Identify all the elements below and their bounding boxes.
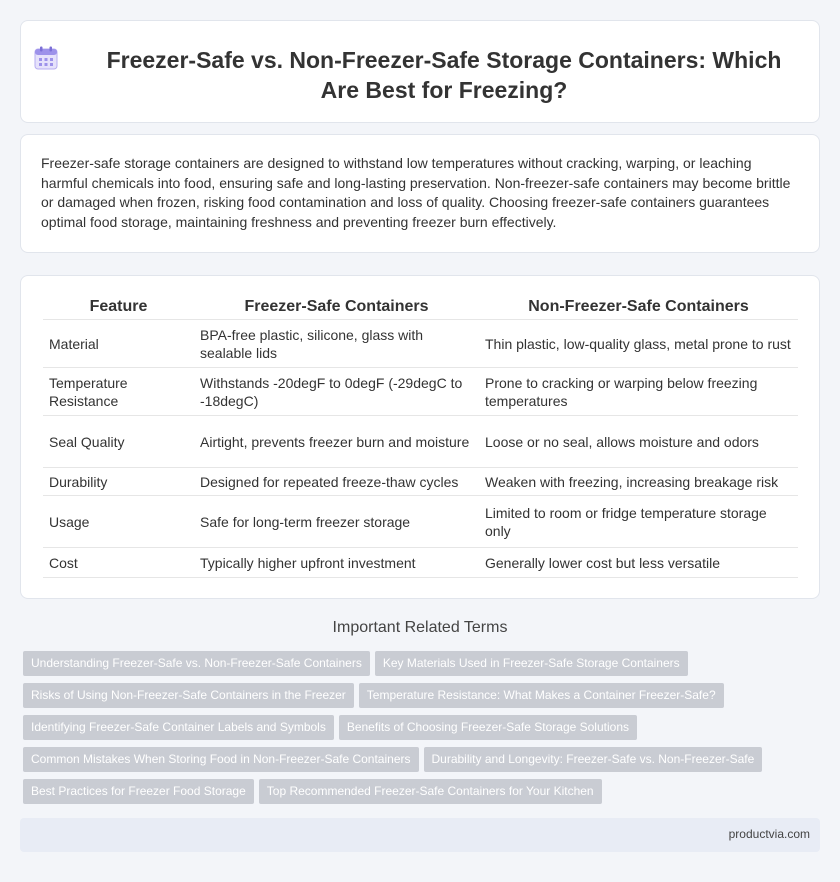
related-term-tag[interactable]: Common Mistakes When Storing Food in Non-Freezer-Safe Containers <box>23 747 419 772</box>
cell-non-freezer-safe: Limited to room or fridge temperature storage only <box>479 496 798 548</box>
cell-feature: Cost <box>43 548 194 578</box>
related-term-tag[interactable]: Temperature Resistance: What Makes a Container Freezer-Safe? <box>359 683 724 708</box>
table-row <box>43 548 798 578</box>
cell-feature: Material <box>43 320 194 368</box>
cell-freezer-safe: Typically higher upfront investment <box>194 548 479 578</box>
related-term-tag[interactable]: Best Practices for Freezer Food Storage <box>23 779 254 804</box>
related-term-tag[interactable]: Durability and Longevity: Freezer-Safe vs. Non-Freezer-Safe <box>424 747 763 772</box>
cell-non-freezer-safe: Prone to cracking or warping below freezing temperatures <box>479 368 798 416</box>
cell-freezer-safe: Safe for long-term freezer storage <box>194 496 479 548</box>
cell-feature: Usage <box>43 496 194 548</box>
title-card <box>20 20 820 123</box>
header-freezer-safe: Freezer-Safe Containers <box>194 296 479 320</box>
footer-site-link[interactable]: productvia.com <box>728 827 810 841</box>
related-term-tag[interactable]: Risks of Using Non-Freezer-Safe Containers in the Freezer <box>23 683 354 708</box>
related-terms-list <box>23 651 813 811</box>
cell-feature: Durability <box>43 468 194 496</box>
related-term-tag[interactable]: Understanding Freezer-Safe vs. Non-Freezer-Safe Containers <box>23 651 370 676</box>
page-title: Freezer-Safe vs. Non-Freezer-Safe Storage Containers: Which Are Best for Freezing? <box>106 47 782 103</box>
cell-feature: Temperature Resistance <box>43 368 194 416</box>
cell-freezer-safe: Designed for repeated freeze-thaw cycles <box>194 468 479 496</box>
related-term-tag[interactable]: Top Recommended Freezer-Safe Containers for Your Kitchen <box>259 779 602 804</box>
intro-paragraph: Freezer-safe storage containers are designed to withstand low temperatures without cracking, warping, or leaching harmful chemicals into food, ensuring safe and long-lasting preservation. Non-freezer-safe containers may become brittle or damaged when frozen, risking food contamination and loss of quality. Choosing freezer-safe containers guarantees optimal food storage, maintaining freshness and preventing freezer burn effectively. <box>41 155 791 230</box>
footer <box>20 818 820 852</box>
cell-feature: Seal Quality <box>43 416 194 468</box>
related-terms-heading: Important Related Terms <box>332 619 508 636</box>
header-non-freezer-safe: Non-Freezer-Safe Containers <box>479 296 798 320</box>
cell-non-freezer-safe: Loose or no seal, allows moisture and odors <box>479 416 798 468</box>
cell-non-freezer-safe: Generally lower cost but less versatile <box>479 548 798 578</box>
related-term-tag[interactable]: Benefits of Choosing Freezer-Safe Storage Solutions <box>339 715 637 740</box>
comparison-card <box>20 275 820 599</box>
cell-freezer-safe: Airtight, prevents freezer burn and moisture <box>194 416 479 468</box>
calendar-icon <box>33 45 59 71</box>
table-row <box>43 416 798 468</box>
table-header-row <box>43 296 798 320</box>
cell-freezer-safe: Withstands -20degF to 0degF (-29degC to -18degC) <box>194 368 479 416</box>
related-term-tag[interactable]: Identifying Freezer-Safe Container Labels and Symbols <box>23 715 334 740</box>
cell-non-freezer-safe: Thin plastic, low-quality glass, metal prone to rust <box>479 320 798 368</box>
cell-non-freezer-safe: Weaken with freezing, increasing breakage risk <box>479 468 798 496</box>
intro-card <box>20 134 820 253</box>
header-feature: Feature <box>43 296 194 320</box>
table-row <box>43 496 798 548</box>
related-term-tag[interactable]: Key Materials Used in Freezer-Safe Storage Containers <box>375 651 688 676</box>
cell-freezer-safe: BPA-free plastic, silicone, glass with sealable lids <box>194 320 479 368</box>
table-row <box>43 320 798 368</box>
table-row <box>43 368 798 416</box>
comparison-table <box>43 296 798 578</box>
table-row <box>43 468 798 496</box>
